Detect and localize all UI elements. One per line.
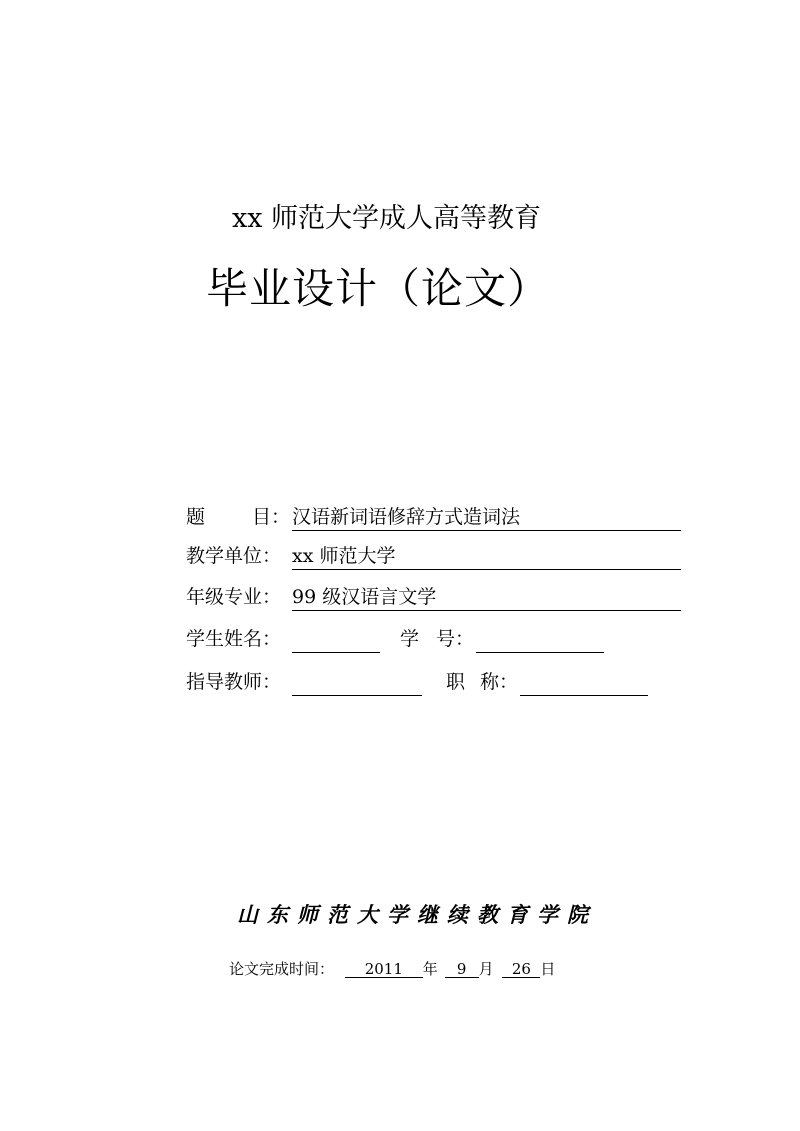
student-id-field	[476, 624, 604, 653]
topic-value: 汉语新词语修辞方式造词法	[292, 506, 521, 528]
advisor-field	[292, 667, 422, 696]
year-value: 2011	[345, 959, 423, 978]
unit-row	[186, 541, 681, 571]
topic-field	[292, 502, 681, 531]
month-value: 9	[445, 959, 479, 978]
advisor-row	[186, 667, 650, 697]
thesis-title: 毕业设计（论文）	[206, 264, 551, 313]
topic-label-b: 目：	[252, 506, 291, 528]
student-row	[186, 624, 606, 654]
major-field	[292, 582, 681, 611]
day-value: 26	[502, 959, 540, 978]
topic-label-a: 题	[186, 506, 206, 528]
school-title: xx 师范大学成人高等教育	[232, 203, 542, 234]
unit-field	[292, 541, 681, 570]
title-rank-label-b: 称：	[480, 671, 519, 693]
major-value: 99 级汉语言文学	[292, 586, 437, 608]
major-label: 年级专业：	[186, 586, 282, 608]
completion-date-line	[229, 958, 555, 980]
month-unit: 月	[478, 960, 494, 978]
student-id-label-a: 学	[400, 628, 420, 650]
unit-label: 教学单位：	[186, 545, 282, 567]
title-rank-label-a: 职	[446, 671, 466, 693]
college-name: 山东师范大学继续教育学院	[237, 902, 597, 927]
student-name-label: 学生姓名：	[186, 628, 282, 650]
major-row	[186, 582, 681, 612]
title-rank-field	[520, 667, 648, 696]
year-unit: 年	[422, 960, 438, 978]
date-label: 论文完成时间：	[229, 960, 335, 978]
advisor-label: 指导教师：	[186, 671, 282, 693]
topic-row	[186, 502, 681, 532]
student-name-field	[292, 624, 380, 653]
day-unit: 日	[540, 960, 556, 978]
student-id-label-b: 号：	[436, 628, 475, 650]
unit-value: xx 师范大学	[292, 545, 396, 567]
